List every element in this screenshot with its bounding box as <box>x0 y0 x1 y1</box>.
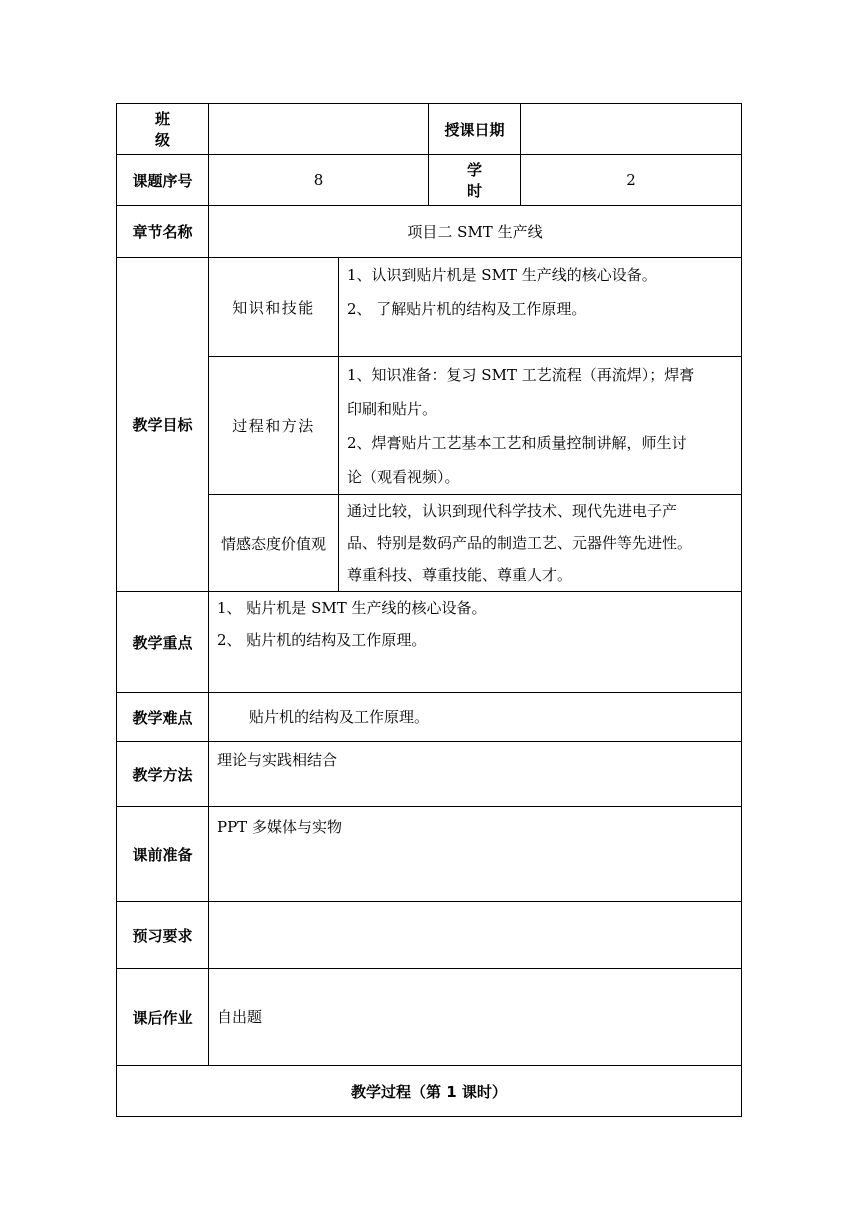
knowledge-line-1: 1、认识到贴片机是 SMT 生产线的核心设备。 <box>347 266 657 284</box>
row-process <box>117 357 742 495</box>
attitude-line-3: 尊重科技、尊重技能、尊重人才。 <box>347 566 573 584</box>
row-homework <box>117 969 742 1066</box>
prep-value: PPT 多媒体与实物 <box>209 807 742 902</box>
method-value: 理论与实践相结合 <box>209 742 742 807</box>
date-label: 授课日期 <box>429 104 521 155</box>
class-value <box>209 104 429 155</box>
key-point-1: 1、 贴片机是 SMT 生产线的核心设备。 <box>217 599 487 617</box>
date-value <box>521 104 742 155</box>
key-point-2: 2、 贴片机的结构及工作原理。 <box>217 631 427 649</box>
attitude-content <box>339 495 742 592</box>
topic-no-value: 8 <box>209 155 429 206</box>
preview-label: 预习要求 <box>117 902 209 969</box>
process-line-3: 2、焊膏贴片工艺基本工艺和质量控制讲解，师生讨 <box>347 434 687 452</box>
attitude-line-2: 品、特别是数码产品的制造工艺、元器件等先进性。 <box>347 534 693 552</box>
row-attitude <box>117 495 742 592</box>
class-label: 班级 <box>117 104 209 155</box>
attitude-line-1: 通过比较，认识到现代科学技术、现代先进电子产 <box>347 502 678 520</box>
row-method <box>117 742 742 807</box>
hours-value: 2 <box>521 155 742 206</box>
key-points-content <box>209 592 742 693</box>
method-label: 教学方法 <box>117 742 209 807</box>
homework-label: 课后作业 <box>117 969 209 1066</box>
homework-value: 自出题 <box>209 969 742 1066</box>
process-content <box>339 357 742 495</box>
topic-no-label: 课题序号 <box>117 155 209 206</box>
row-difficulty <box>117 693 742 742</box>
process-label: 过程和方法 <box>209 357 339 495</box>
row-chapter <box>117 206 742 258</box>
preview-value <box>209 902 742 969</box>
process-line-4: 论（观看视频）。 <box>347 468 460 486</box>
process-title: 教学过程（第 1 课时） <box>117 1066 742 1117</box>
lesson-plan-table <box>116 103 742 1117</box>
chapter-label: 章节名称 <box>117 206 209 258</box>
prep-label: 课前准备 <box>117 807 209 902</box>
chapter-value: 项目二 SMT 生产线 <box>209 206 742 258</box>
hours-label: 学时 <box>429 155 521 206</box>
row-preview <box>117 902 742 969</box>
row-class <box>117 104 742 155</box>
row-knowledge <box>117 258 742 357</box>
row-topic <box>117 155 742 206</box>
objectives-label: 教学目标 <box>117 258 209 592</box>
knowledge-line-2: 2、 了解贴片机的结构及工作原理。 <box>347 300 587 318</box>
process-line-1: 1、知识准备：复习 SMT 工艺流程（再流焊）；焊膏 <box>347 366 695 384</box>
difficulty-value: 贴片机的结构及工作原理。 <box>209 693 742 742</box>
row-process-title <box>117 1066 742 1117</box>
process-line-2: 印刷和贴片。 <box>347 400 438 418</box>
knowledge-label: 知识和技能 <box>209 258 339 357</box>
row-key-points <box>117 592 742 693</box>
key-points-label: 教学重点 <box>117 592 209 693</box>
knowledge-content <box>339 258 742 357</box>
row-prep <box>117 807 742 902</box>
difficulty-label: 教学难点 <box>117 693 209 742</box>
attitude-label: 情感态度价值观 <box>209 495 339 592</box>
